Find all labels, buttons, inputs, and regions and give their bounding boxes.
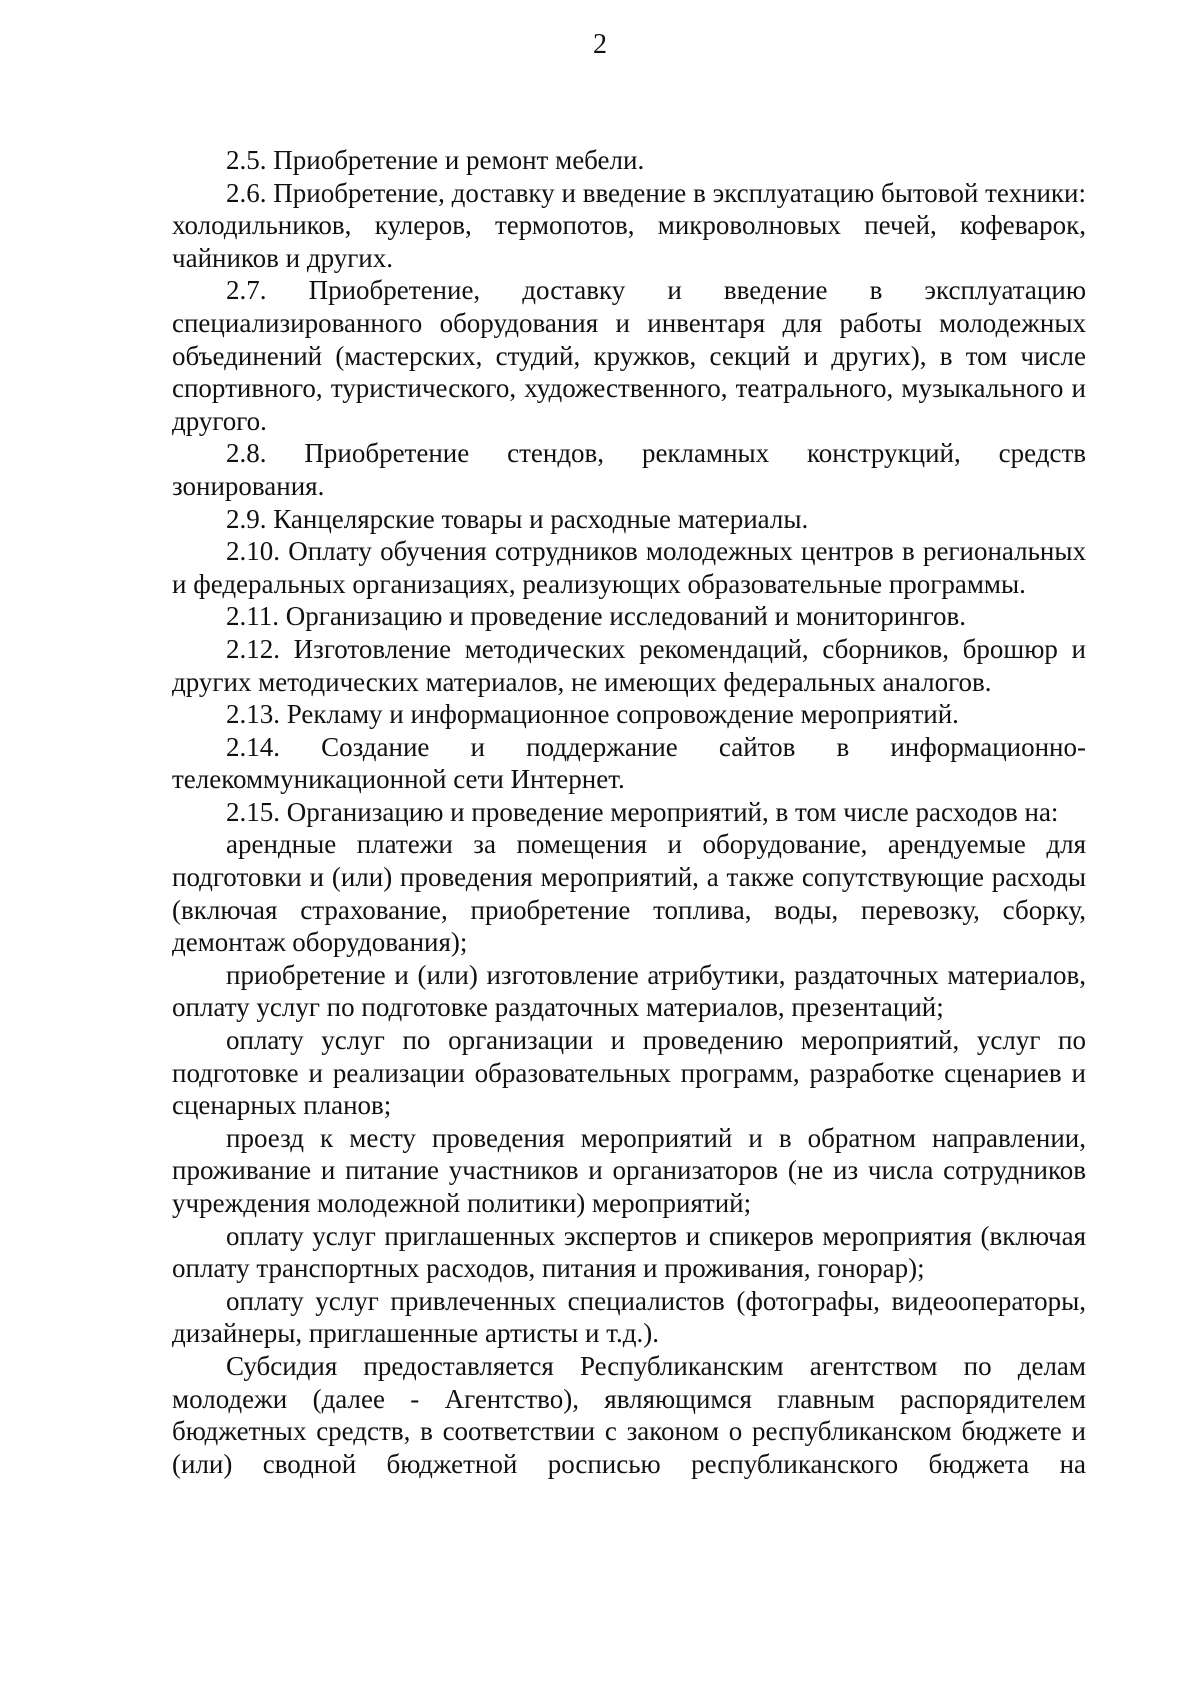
paragraph-2-14: 2.14. Создание и поддержание сайтов в информационно-телекоммуникационной сети Интернет. [172,731,1086,795]
paragraph-2-8: 2.8. Приобретение стендов, рекламных конструкций, средств зонирования. [172,438,1086,501]
paragraph-2-7: 2.7. Приобретение, доставку и введение в эксплуатацию специализированного оборудования и инвентаря для работы молодежных объединений (мастерских, студий, кружков, секций и других), в том числе спортивного, туристического, художественного, театрального, музыкального и другого. [172,275,1086,436]
paragraph-2-6: 2.6. Приобретение, доставку и введение в эксплуатацию бытовой техники: холодильников, кулеров, термопотов, микроволновых печей, кофеварок, чайников и других. [172,177,1086,273]
expense-item-materials: приобретение и (или) изготовление атрибутики, раздаточных материалов, оплату услуг по подготовке раздаточных материалов, презентаций; [172,959,1086,1023]
document-body [172,144,1086,1480]
paragraph-2-13: 2.13. Рекламу и информационное сопровождение мероприятий. [226,699,959,730]
paragraph-2-12: 2.12. Изготовление методических рекомендаций, сборников, брошюр и других методических материалов, не имеющих федеральных аналогов. [172,633,1086,697]
paragraph-2-5: 2.5. Приобретение и ремонт мебели. [226,145,645,175]
expense-item-travel: проезд к месту проведения мероприятий и в обратном направлении, проживание и питание участников и организаторов (не из числа сотрудников учреждения молодежной политики) мероприятий; [172,1122,1086,1218]
paragraph-2-15: 2.15. Организацию и проведение мероприятий, в том числе расходов на: [226,796,1059,827]
expense-item-services: оплату услуг по организации и проведению мероприятий, услуг по подготовке и реализации образовательных программ, разработке сценариев и сценарных планов; [172,1025,1086,1121]
subsidy-paragraph: Субсидия предоставляется Республиканским агентством по делам молодежи (далее - Агентство), являющимся главным распорядителем бюджетных средств, в соответствии с законом о республиканском бюджете и (или) сводной бюджетной росписью республиканского бюджета на [172,1350,1086,1479]
expense-item-specialists: оплату услуг привлеченных специалистов (фотографы, видеооператоры, дизайнеры, приглашенные артисты и т.д.). [172,1285,1086,1349]
page-number: 2 [593,29,607,60]
expense-item-rent: арендные платежи за помещения и оборудование, арендуемые для подготовки и (или) проведения мероприятий, а также сопутствующие расходы (включая страхование, приобретение топлива, воды, перевозку, сборку, демонтаж оборудования); [172,829,1086,958]
paragraph-2-9: 2.9. Канцелярские товары и расходные материалы. [226,503,809,534]
expense-item-experts: оплату услуг приглашенных экспертов и спикеров мероприятия (включая оплату транспортных расходов, питания и проживания, гонорар); [172,1220,1086,1284]
paragraph-2-10: 2.10. Оплату обучения сотрудников молодежных центров в региональных и федеральных организациях, реализующих образовательные программы. [172,536,1086,599]
paragraph-2-11: 2.11. Организацию и проведение исследований и мониторингов. [226,601,967,632]
